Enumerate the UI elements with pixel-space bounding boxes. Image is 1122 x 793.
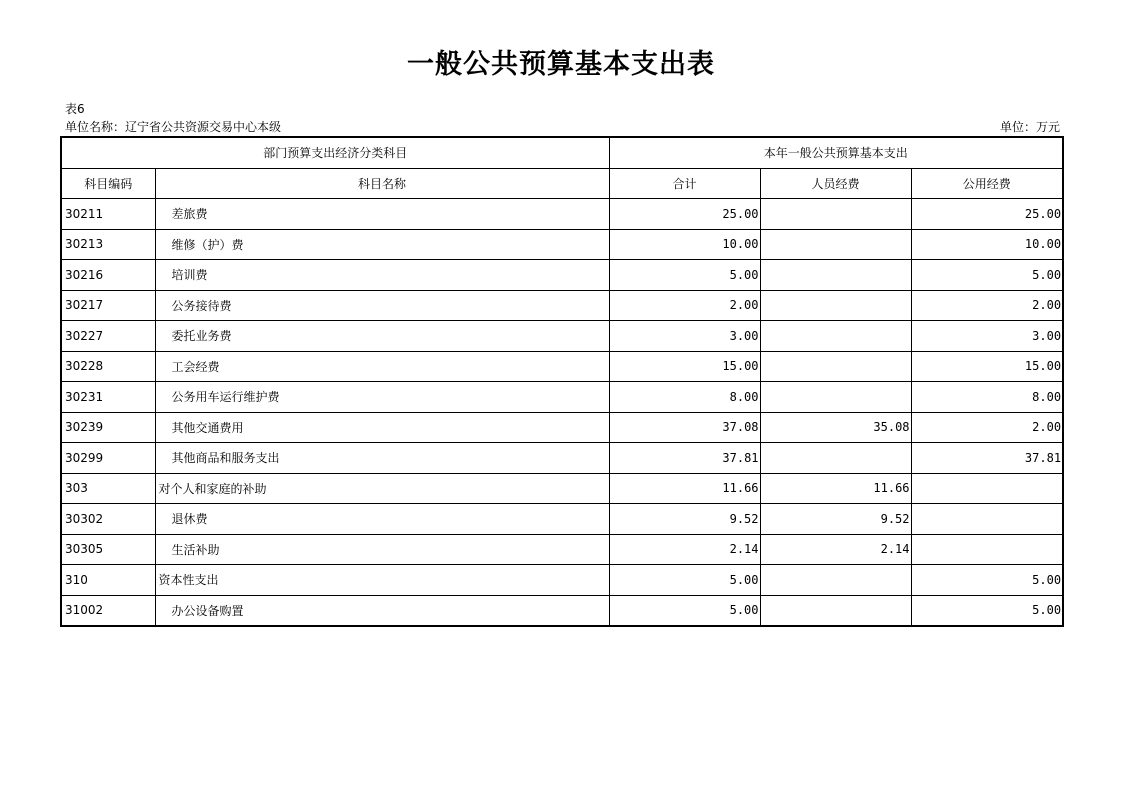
currency-unit: 单位：万元 <box>999 120 1060 134</box>
subject-name-cell: 对个人和家庭的补助 <box>155 473 609 504</box>
subject-code-cell: 30213 <box>61 229 155 260</box>
header-economic-classification: 部门预算支出经济分类科目 <box>61 137 609 168</box>
table-row <box>61 321 1063 352</box>
public-expense-cell: 25.00 <box>911 199 1063 230</box>
public-expense-cell: 5.00 <box>911 595 1063 626</box>
table-row <box>61 473 1063 504</box>
personnel-expense-cell <box>760 199 911 230</box>
subject-code-cell: 30217 <box>61 290 155 321</box>
subject-name-cell: 生活补助 <box>155 534 609 565</box>
total-cell: 2.00 <box>609 290 760 321</box>
subject-name-cell: 差旅费 <box>155 199 609 230</box>
total-cell: 10.00 <box>609 229 760 260</box>
total-cell: 2.14 <box>609 534 760 565</box>
subject-code-cell: 30211 <box>61 199 155 230</box>
subject-code-cell: 30305 <box>61 534 155 565</box>
personnel-expense-cell: 9.52 <box>760 504 911 535</box>
personnel-expense-cell <box>760 260 911 291</box>
personnel-expense-cell <box>760 443 911 474</box>
public-expense-cell: 2.00 <box>911 290 1063 321</box>
subject-name-cell: 办公设备购置 <box>155 595 609 626</box>
personnel-expense-cell <box>760 351 911 382</box>
total-cell: 9.52 <box>609 504 760 535</box>
subject-code-cell: 30231 <box>61 382 155 413</box>
public-expense-cell <box>911 473 1063 504</box>
public-expense-cell: 3.00 <box>911 321 1063 352</box>
subject-name-cell: 退休费 <box>155 504 609 535</box>
budget-table <box>60 136 1064 627</box>
header-row-columns <box>61 168 1063 199</box>
table-row <box>61 534 1063 565</box>
total-cell: 11.66 <box>609 473 760 504</box>
total-cell: 5.00 <box>609 595 760 626</box>
total-cell: 8.00 <box>609 382 760 413</box>
subject-name-cell: 公务用车运行维护费 <box>155 382 609 413</box>
header-total: 合计 <box>609 168 760 199</box>
table-row <box>61 504 1063 535</box>
total-cell: 15.00 <box>609 351 760 382</box>
total-cell: 37.81 <box>609 443 760 474</box>
public-expense-cell <box>911 534 1063 565</box>
subject-code-cell: 30216 <box>61 260 155 291</box>
page-title: 一般公共预算基本支出表 <box>407 49 715 80</box>
subject-name-cell: 委托业务费 <box>155 321 609 352</box>
personnel-expense-cell <box>760 229 911 260</box>
public-expense-cell: 5.00 <box>911 565 1063 596</box>
public-expense-cell: 10.00 <box>911 229 1063 260</box>
subject-name-cell: 其他交通费用 <box>155 412 609 443</box>
public-expense-cell: 2.00 <box>911 412 1063 443</box>
unit-name: 单位名称：辽宁省公共资源交易中心本级 <box>65 120 282 134</box>
table-row <box>61 565 1063 596</box>
personnel-expense-cell <box>760 321 911 352</box>
personnel-expense-cell: 2.14 <box>760 534 911 565</box>
total-cell: 37.08 <box>609 412 760 443</box>
subject-name-cell: 维修（护）费 <box>155 229 609 260</box>
subject-code-cell: 310 <box>61 565 155 596</box>
public-expense-cell: 8.00 <box>911 382 1063 413</box>
table-row <box>61 290 1063 321</box>
personnel-expense-cell: 35.08 <box>760 412 911 443</box>
subject-code-cell: 30227 <box>61 321 155 352</box>
public-expense-cell: 5.00 <box>911 260 1063 291</box>
public-expense-cell: 15.00 <box>911 351 1063 382</box>
table-row <box>61 443 1063 474</box>
subject-name-cell: 其他商品和服务支出 <box>155 443 609 474</box>
personnel-expense-cell: 11.66 <box>760 473 911 504</box>
subject-name-cell: 资本性支出 <box>155 565 609 596</box>
subject-code-cell: 30299 <box>61 443 155 474</box>
subject-code-cell: 30239 <box>61 412 155 443</box>
subject-name-cell: 公务接待费 <box>155 290 609 321</box>
personnel-expense-cell <box>760 382 911 413</box>
table-row <box>61 351 1063 382</box>
table-number: 表6 <box>65 102 85 116</box>
header-personnel-expense: 人员经费 <box>760 168 911 199</box>
header-row-group <box>61 137 1063 168</box>
header-subject-code: 科目编码 <box>61 168 155 199</box>
header-subject-name: 科目名称 <box>155 168 609 199</box>
table-row <box>61 199 1063 230</box>
personnel-expense-cell <box>760 565 911 596</box>
subject-code-cell: 31002 <box>61 595 155 626</box>
public-expense-cell: 37.81 <box>911 443 1063 474</box>
total-cell: 25.00 <box>609 199 760 230</box>
table-row <box>61 412 1063 443</box>
subject-name-cell: 工会经费 <box>155 351 609 382</box>
table-row <box>61 382 1063 413</box>
table-row <box>61 229 1063 260</box>
subject-name-cell: 培训费 <box>155 260 609 291</box>
total-cell: 3.00 <box>609 321 760 352</box>
header-basic-expenditure: 本年一般公共预算基本支出 <box>609 137 1063 168</box>
total-cell: 5.00 <box>609 565 760 596</box>
personnel-expense-cell <box>760 290 911 321</box>
subject-code-cell: 30228 <box>61 351 155 382</box>
subject-code-cell: 303 <box>61 473 155 504</box>
personnel-expense-cell <box>760 595 911 626</box>
public-expense-cell <box>911 504 1063 535</box>
header-public-expense: 公用经费 <box>911 168 1063 199</box>
subject-code-cell: 30302 <box>61 504 155 535</box>
table-row <box>61 260 1063 291</box>
total-cell: 5.00 <box>609 260 760 291</box>
table-row <box>61 595 1063 626</box>
